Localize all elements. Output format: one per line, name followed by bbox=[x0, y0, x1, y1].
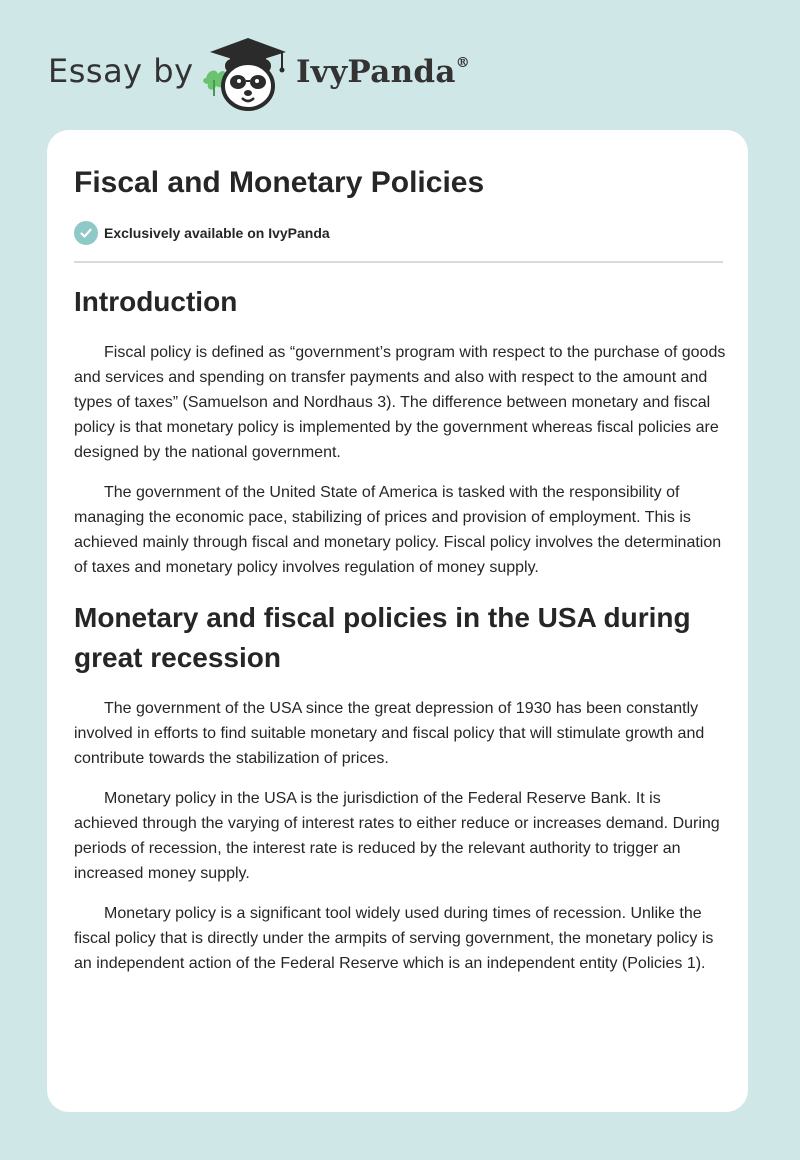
exclusive-badge bbox=[74, 221, 330, 245]
check-circle-icon bbox=[74, 221, 98, 245]
exclusive-label: Exclusively available on IvyPanda bbox=[104, 225, 330, 241]
paragraph: The government of the USA since the great depression of 1930 has been constantly involved in efforts to find suitable monetary and fiscal policy that will stimulate growth and contribute towards the stabilization of prices. bbox=[74, 700, 705, 767]
title-divider bbox=[74, 261, 723, 263]
panda-graduate-icon[interactable] bbox=[202, 34, 294, 114]
section-introduction bbox=[74, 282, 726, 580]
essay-card bbox=[47, 130, 748, 1112]
section-monetary-fiscal-usa bbox=[74, 598, 726, 976]
essay-body bbox=[74, 282, 726, 991]
brand-name: IvyPanda bbox=[296, 54, 456, 90]
page-title: Fiscal and Monetary Policies bbox=[74, 166, 485, 199]
paragraph: Monetary policy in the USA is the jurisdiction of the Federal Reserve Bank. It is achieved through the varying of interest rates to either reduce or increases demand. During periods of recession, the interest rate is reduced by the relevant authority to trigger an increased money supply. bbox=[74, 790, 720, 882]
essay-by-label: Essay by bbox=[48, 52, 194, 90]
site-header bbox=[48, 34, 471, 114]
registered-mark: ® bbox=[455, 54, 471, 71]
brand-logo-text[interactable] bbox=[296, 54, 470, 90]
section-heading: Monetary and fiscal policies in the USA during great recession bbox=[74, 602, 691, 673]
paragraph: The government of the United State of America is tasked with the responsibility of managing the economic pace, stabilizing of prices and provision of employment. This is achieved mainly through fiscal and monetary policy. Fiscal policy involves the determination of taxes and monetary policy involves regulation of money supply. bbox=[74, 484, 722, 576]
paragraph: Monetary policy is a significant tool widely used during times of recession. Unlike the fiscal policy that is directly under the armpits of serving government, the monetary policy is an independent action of the Federal Reserve which is an independent entity (Policies 1). bbox=[74, 905, 714, 972]
paragraph: Fiscal policy is defined as “government’s program with respect to the purchase of goods and services and spending on transfer payments and also with respect to the amount and types of taxes” (Samuelson and Nordhaus 3). The difference between monetary and fiscal policy is that monetary policy is implemented by the government whereas fiscal policies are designed by the national government. bbox=[74, 344, 726, 461]
section-heading: Introduction bbox=[74, 286, 238, 317]
